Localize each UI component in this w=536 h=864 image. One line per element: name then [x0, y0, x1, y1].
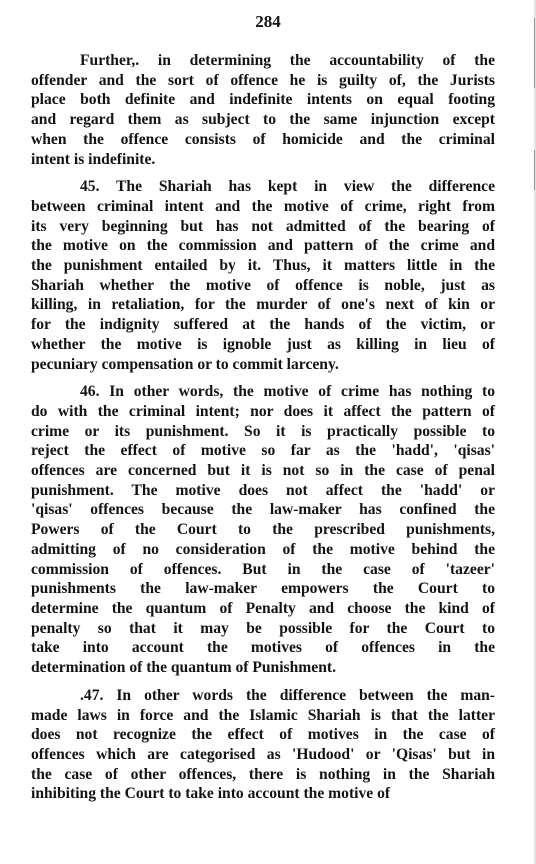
text-line: determine the quantum of Penalty and choose the kind of — [31, 599, 495, 617]
text-line: place both definite and indefinite intents on equal footing — [31, 91, 495, 109]
text-line: Further,. in determining the accountability of the — [80, 52, 495, 69]
text-line: punishment. The motive does not affect the 'hadd' or — [31, 481, 495, 499]
text-line: the punishment entailed by it. Thus, it matters little in the — [31, 257, 495, 275]
text-line: pecuniary compensation or to commit larceny. — [31, 355, 339, 373]
text-line: when the offence consists of homicide and the criminal — [31, 130, 495, 148]
text-line: the case of other offences, there is nothing in the Shariah — [31, 765, 495, 783]
text-line: .47. In other words the difference between the man- — [80, 686, 495, 704]
text-line: for the indignity suffered at the hands of the victim, or — [31, 316, 495, 334]
text-line: admitting of no consideration of the motive behind the — [31, 540, 495, 558]
text-line: penalty so that it may be possible for the Court to — [31, 619, 495, 637]
text-line: offences are concerned but it is not so in the case of penal — [31, 462, 495, 480]
text-line: made laws in force and the Islamic Shariah is that the latter — [31, 706, 495, 724]
paragraph-47 — [31, 686, 495, 804]
text-line: between criminal intent and the motive of crime, right from — [31, 197, 495, 215]
paragraph-45 — [31, 177, 495, 374]
scan-edge-mark — [534, 18, 535, 88]
paragraph-continuation — [31, 51, 495, 169]
text-line: determination of the quantum of Punishment. — [31, 659, 336, 677]
text-line: and regard them as subject to the same injunction except — [31, 111, 495, 129]
text-line: crime or its punishment. So it is practically possible to — [31, 422, 495, 440]
text-line: inhibiting the Court to take into account the motive of — [31, 785, 391, 803]
text-line: whether the motive is ignoble just as killing in lieu of — [31, 335, 495, 353]
text-line: 45. The Shariah has kept in view the difference — [80, 178, 495, 196]
text-line: commission of offences. But in the case of 'tazeer' — [31, 560, 495, 578]
text-line: Shariah whether the motive of offence is noble, just as — [31, 276, 495, 294]
text-line: offender and the sort of offence he is guilty of, the Jurists — [31, 71, 495, 89]
paragraph-46 — [31, 382, 495, 678]
text-line: 46. In other words, the motive of crime has nothing to — [80, 383, 495, 401]
text-line: intent is indefinite. — [31, 150, 156, 168]
text-line: killing, in retaliation, for the murder of one's next of kin or — [31, 296, 495, 314]
text-line: does not recognize the effect of motives in the case of — [31, 726, 495, 744]
text-line: do with the criminal intent; nor does it affect the pattern of — [31, 402, 495, 420]
text-line: reject the effect of motive so far as the 'hadd', 'qisas' — [31, 442, 495, 460]
text-line: punishments the law-maker empowers the Court to — [31, 580, 495, 598]
text-line: 'qisas' offences because the law-maker has confined the — [31, 501, 495, 519]
page-number: 284 — [255, 12, 281, 31]
text-line: Powers of the Court to the prescribed punishments, — [31, 521, 495, 539]
body-text — [31, 51, 495, 812]
text-line: take into account the motives of offences in the — [31, 639, 495, 657]
text-line: its very beginning but has not admitted of the bearing of — [31, 217, 495, 235]
scan-edge-mark — [534, 150, 535, 190]
text-line: offences which are categorised as 'Hudood' or 'Qisas' but in — [31, 745, 495, 763]
text-line: the motive on the commission and pattern of the crime and — [31, 237, 495, 255]
